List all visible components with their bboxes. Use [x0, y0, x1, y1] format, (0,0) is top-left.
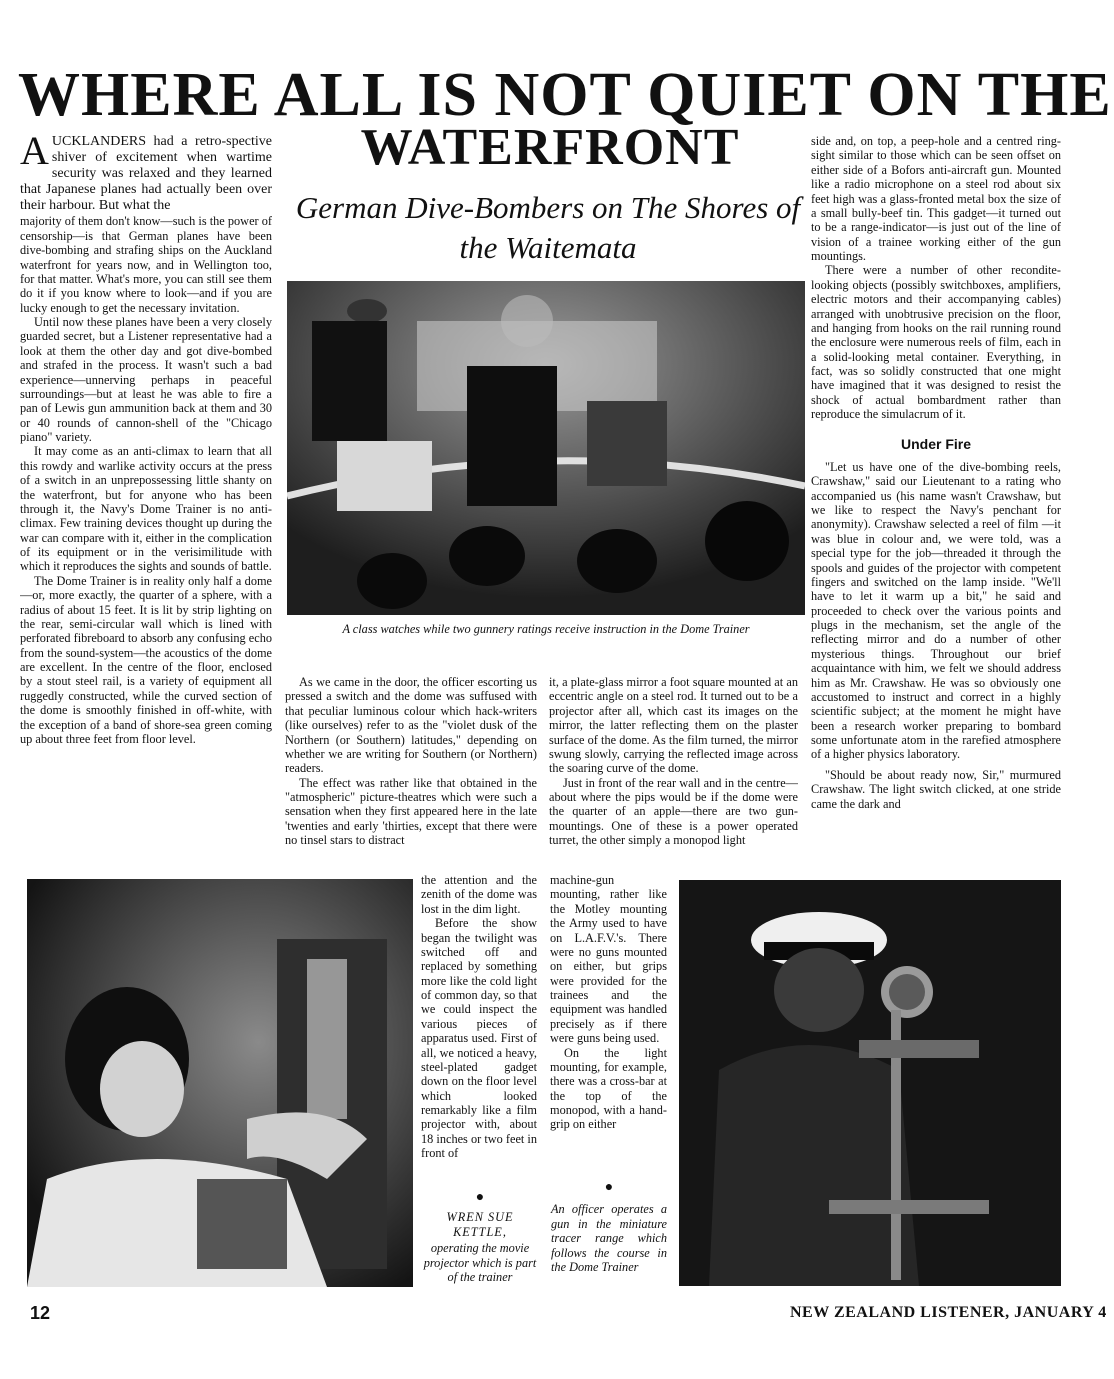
column-3-top — [549, 675, 798, 872]
col1-paragraph-4: The Dome Trainer is in reality only half a dome—or, more exactly, the quarter of a sphere, with a radius of about 15 feet. It is lit by strip lighting on the rear, semi-circular wall which is lined with perforated fibreboard to absorb any confusing echo from the sound-system—the acoustics of the dome are excellent. In the centre of the floor, enclosed by a stout steel rail, is a variety of equipment all ruggedly constructed, while the curved section of the dome is smoothly finished in off-white, with the exception of a band of shore-sea green coming up about three feet from floor level. — [20, 573, 272, 746]
col2-paragraph-4: Before the show began the twilight was switched off and replaced by something more like the cold light of common day, so that we could inspect the various pieces of apparatus used. First of all, we noticed a heavy, steel-plated gadget down on the floor level which looked remarkably like a film projector with, about 18 inches or two feet in front of — [421, 916, 537, 1161]
col3-paragraph-3: machine-gun mounting, rather like the Motley mounting the Army used to have on L.A.F.V.'s. There were no guns mounted on either, but grips were provided for the trainees and the equipment was handled precisely as if there were guns being used. — [550, 873, 667, 1046]
bottom-left-photo — [27, 879, 413, 1287]
column-3-bottom — [550, 873, 667, 1183]
drop-cap: A — [20, 134, 49, 173]
headline-line-1: WHERE ALL IS NOT QUIET ON THE — [18, 61, 1112, 129]
column-4 — [811, 134, 1061, 872]
top-photo — [287, 281, 805, 615]
col4-paragraph-2: There were a number of other recondite-looking objects (possibly switchboxes, amplifiers, electric motors and their accompanying cables) arranged with unobtrusive precision on the floor, and hanging from hooks on the rail running round the enclosure were numerous reels of film, each in a solid-looking metal container. Everything, in fact, was so solidly constructed that one might have imagined that it was designed to resist the shock of actual bombardment rather than reproduce the simulacrum of it. — [811, 263, 1061, 422]
col3-paragraph-4: On the light mounting, for example, there was a cross-bar at the top of the monopod, with a hand-grip on either — [550, 1045, 667, 1132]
column-2-bottom — [421, 873, 537, 1193]
caption-left-text: operating the movie projector which is part of the trainer — [423, 1241, 537, 1284]
left-photo-caption — [423, 1190, 537, 1284]
col1-paragraph-1: majority of them don't know—such is the power of censorship—is that German planes have been dive-bombing and strafing ships on the Auckland waterfront for years now, and in Wellington too, for that matter. What's more, you can still see them do it if you know where to look—and if you are lucky enough to get the necessary invitation. — [20, 214, 272, 315]
publication-line: NEW ZEALAND LISTENER, JANUARY 4 — [790, 1304, 1107, 1321]
col2-paragraph-1: As we came in the door, the officer escorting us pressed a switch and the dome was suffused with that peculiar luminous colour which hack-writers (like ourselves) refer to as the "violet dusk of the Northern (or Southern) latitudes," depending on whether we are writing for Southern (or Northern) readers. — [285, 675, 537, 776]
caption-bullet-right: ● — [604, 1180, 614, 1195]
top-photo-caption: A class watches while two gunnery ratings receive instruction in the Dome Trainer — [342, 622, 750, 636]
caption-left-name: WREN SUE KETTLE, — [446, 1210, 514, 1239]
col1-paragraph-2: Until now these planes have been a very closely guarded secret, but a Listener representative had a look at them the other day and got dive-bombed and strafed in the process. It wasn't such a bad experience—unnerving perhaps in peaceful surroundings—but at least he was able to fire a pan of Lewis gun ammunition back at them and 30 or 40 rounds of cannon-shell of the "Chicago piano" variety. — [20, 315, 272, 445]
headline-line-2: WATERFRONT — [360, 119, 740, 176]
col4-paragraph-1: side and, on top, a peep-hole and a centred ring-sight similar to those which can be seen offset on either side of a Bofors anti-aircraft gun. Mounted like a radio microphone on a steel rod about six feet high was a glass-fronted metal box the size of a small bully-beef tin. This gadget—it turned out to be a range-indicator—is just out of the line of vision of a trainee working either of the gun mountings. — [811, 134, 1061, 263]
top-photo-image — [287, 281, 805, 615]
bottom-right-photo-image — [679, 880, 1061, 1286]
page-number: 12 — [30, 1303, 51, 1323]
bottom-right-photo — [679, 880, 1061, 1286]
caption-bullet-left: ● — [475, 1190, 485, 1205]
col3-paragraph-2: Just in front of the rear wall and in the centre—about where the pips would be if the dome were the quarter of an apple—there are two gun-mountings. One of these is a power operated turret, the other simply a monopod light — [549, 775, 798, 848]
lead-text: UCKLANDERS had a retro-spective shiver of excitement when wartime security was relaxed and they learned that Japanese planes had actually been over their harbour. But what the — [20, 134, 272, 214]
right-photo-caption — [551, 1180, 667, 1274]
col4-paragraph-3: "Let us have one of the dive-bombing reels, Crawshaw," said our Lieutenant to a rating who accompanied us (his name wasn't Crawshaw, but we like to respect the Navy's penchant for anonymity). Crawshaw selected a reel of film —it was blue in colour and, we were told, was a special type for the job—threaded it through the spools and guides of the projector with competent fingers and switched on the lamp inside. "We'll have to let it warm up a bit," he said and proceeded to check over the various points and plugs in the mechanism, set the angle of the reflecting mirror and do a number of other mysterious things. Throughout our brief acquaintance with him, we felt we should address him as Mr. Crawshaw. He was so obviously one accustomed to instruct and correct in a highly scientific subject; at the moment he might have been a research worker preparing to bombard some unfortunate atom in the rarefied atmosphere of a higher physics laboratory. — [811, 459, 1061, 762]
col2-paragraph-3: the attention and the zenith of the dome was lost in the dim light. — [421, 873, 537, 916]
column-2-top — [285, 675, 537, 872]
col4-paragraph-4: "Should be about ready now, Sir," murmured Crawshaw. The light switch clicked, at one stride came the dark and — [811, 767, 1061, 811]
bottom-left-photo-image — [27, 879, 413, 1287]
subheading-under-fire: Under Fire — [900, 435, 971, 452]
lead-paragraph — [20, 134, 272, 214]
col2-paragraph-2: The effect was rather like that obtained in the "atmospheric" picture-theatres which were such a sensation when they first appeared here in the late 'twenties and early 'thirties, except that there were no tinsel stars to distract — [285, 775, 537, 848]
col3-paragraph-1: it, a plate-glass mirror a foot square mounted at an eccentric angle on a steel rod. It turned out to be a projector after all, which cast its images on the mirror, the latter reflecting them on the plaster surface of the dome. As the film turned, the mirror swung slowly, carrying the reflected image across the soaring curve of the dome. — [549, 675, 798, 776]
col1-paragraph-3: It may come as an anti-climax to learn that all this rowdy and warlike activity occurs at the press of a switch in an unprepossessing little shanty on the waterfront, but for anyone who has been through it, the Navy's Dome Trainer is no anti-climax. Few training devices thought up during the war can compare with it, either in the complication of its equipment or in the verisimilitude with which it reproduces the sights and sounds of battle. — [20, 444, 272, 574]
column-1 — [20, 134, 272, 872]
caption-right-text: An officer operates a gun in the miniature tracer range which follows the course in the Dome Trainer — [551, 1202, 667, 1274]
subtitle: German Dive-Bombers on The Shores of the Waitemata — [295, 190, 801, 265]
